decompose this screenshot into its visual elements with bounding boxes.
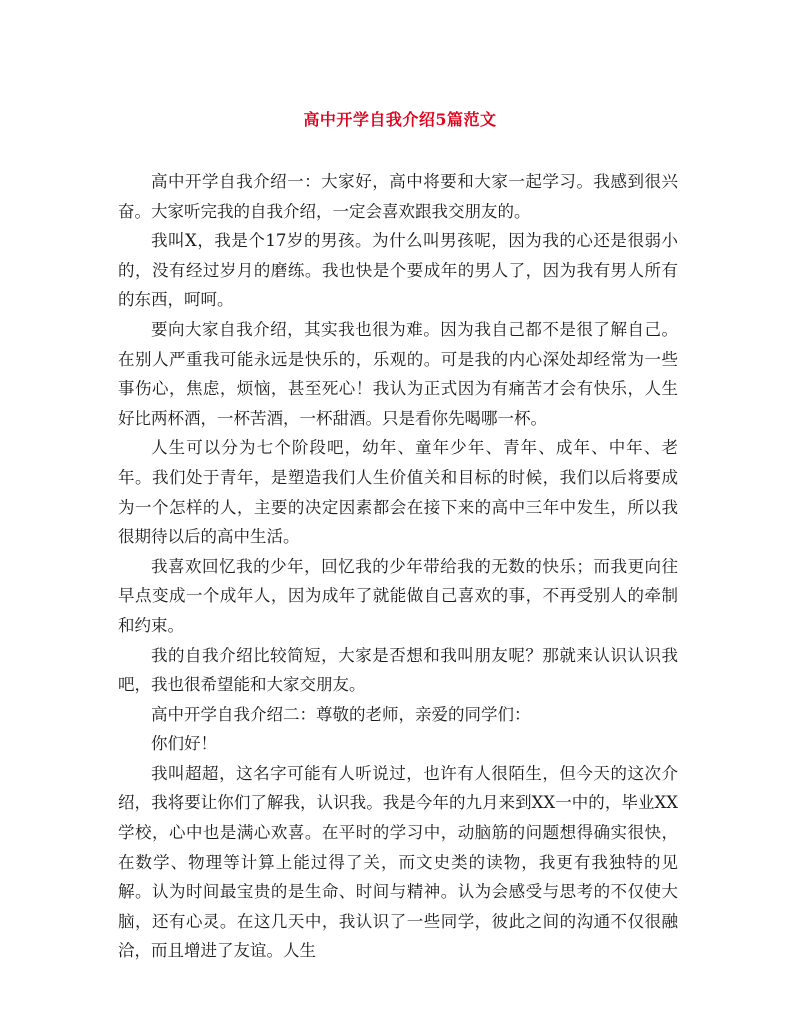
paragraph: 高中开学自我介绍一：大家好，高中将要和大家一起学习。我感到很兴奋。大家听完我的自我介绍，一定会喜欢跟我交朋友的。 [118,172,678,221]
paragraph: 你们好！ [151,734,217,754]
paragraph: 我喜欢回忆我的少年，回忆我的少年带给我的无数的快乐；而我更向往早点变成一个成年人，因为成年了就能做自己喜欢的事，不再受别人的牵制和约束。 [118,556,678,635]
document-title: 高中开学自我介绍5篇范文 [303,110,497,129]
paragraph: 高中开学自我介绍二：尊敬的老师，亲爱的同学们： [151,704,531,724]
paragraph: 要向大家自我介绍，其实我也很为难。因为我自己都不是很了解自己。在别人严重我可能永远是快乐的，乐观的。可是我的内心深处却经常为一些事伤心，焦虑，烦恼，甚至死心！我认为正式因为有痛苦才会有快乐，人生好比两杯酒，一杯苦酒，一杯甜酒。只是看你先喝哪一杯。 [118,319,678,428]
paragraph: 我叫X，我是个17岁的男孩。为什么叫男孩呢，因为我的心还是很弱小的，没有经过岁月的磨练。我也快是个要成年的男人了，因为我有男人所有的东西，呵呵。 [118,231,678,310]
document-body [118,167,678,966]
paragraph: 我叫超超，这名字可能有人听说过，也许有人很陌生，但今天的这次介绍，我将要让你们了解我，认识我。我是今年的九月来到XX一中的，毕业XX学校，心中也是满心欢喜。在平时的学习中，动脑筋的问题想得确实很快，在数学、物理等计算上能过得了关，而文史类的读物，我更有我独特的见解。认为时间最宝贵的是生命、时间与精神。认为会感受与思考的不仅使大脑，还有心灵。在这几天中，我认识了一些同学，彼此之间的沟通不仅很融洽，而且增进了友谊。人生 [118,763,678,961]
paragraph: 我的自我介绍比较简短，大家是否想和我叫朋友呢？那就来认识认识我吧，我也很希望能和大家交朋友。 [118,645,678,695]
paragraph: 人生可以分为七个阶段吧，幼年、童年少年、青年、成年、中年、老年。我们处于青年，是塑造我们人生价值关和目标的时候，我们以后将要成为一个怎样的人，主要的决定因素都会在接下来的高中三年中发生，所以我很期待以后的高中生活。 [118,438,678,547]
